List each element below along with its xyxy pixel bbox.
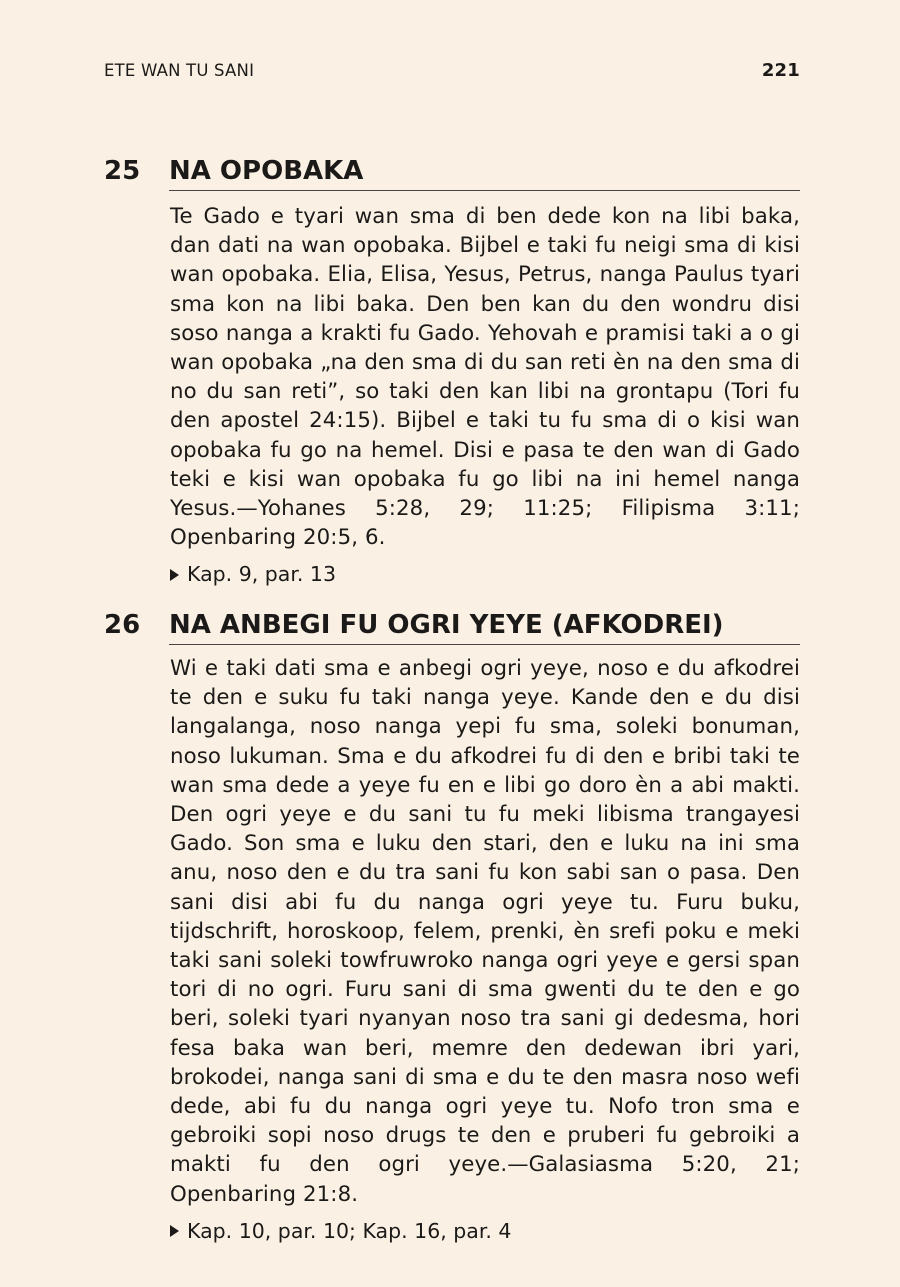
running-header xyxy=(104,60,800,81)
entry-body: Wi e taki dati sma e anbegi ogri yeye, noso e du afkodrei te den e suku fu taki nanga yeye. Kande den e du disi langalanga, noso nanga yepi fu sma, soleki bonuman, noso lukuman. Sma e du afkodrei fu di den e bribi taki te wan sma dede a yeye fu en e libi go doro èn a abi makti. Den ogri yeye e du sani tu fu meki libisma trangayesi Gado. Son sma e luku den stari, den e luku na ini sma anu, noso den e du tra sani fu kon sabi san o pasa. Den sani disi abi fu du nanga ogri yeye tu. Furu buku, tijdschrift, horoskoop, felem, prenki, èn srefi poku e meki taki sani soleki towfruwroko nanga ogri yeye e gersi span tori di no ogri. Furu sani di sma gwenti du te den e go beri, soleki tyari nyanyan noso tra sani gi dedesma, hori fesa baka wan beri, memre den dedewan ibri yari, brokodei, nanga sani di sma e du te den masra noso wefi dede, abi fu du nanga ogri yeye tu. Nofo tron sma e gebroiki sopi noso drugs te den e pruberi fu gebroiki a makti fu den ogri yeye.—Galasiasma 5:20, 21; Openbaring 21:8. xyxy=(170,656,800,1207)
triangle-bullet-icon xyxy=(170,1225,179,1237)
triangle-bullet-icon xyxy=(170,569,179,581)
entry-26 xyxy=(104,608,800,1246)
reference-text: Kap. 9, par. 13 xyxy=(187,562,337,587)
running-title: ETE WAN TU SANI xyxy=(104,61,255,80)
entry-body: Te Gado e tyari wan sma di ben dede kon na libi baka, dan dati na wan opobaka. Bijbel e taki fu neigi sma di kisi wan opobaka. Elia, Elisa, Yesus, Petrus, nanga Paulus tyari sma kon na libi baka. Den ben kan du den wondru disi soso nanga a krakti fu Gado. Yehovah e pramisi taki a o gi wan opobaka „na den sma di du san reti èn na den sma di no du san reti”, so taki den kan libi na grontapu (Tori fu den apostel 24:15). Bijbel e taki tu fu sma di o kisi wan opobaka fu go na hemel. Disi e pasa te den wan di Gado teki e kisi wan opobaka fu go libi na ini hemel nanga Yesus.—Yohanes 5:28, 29; 11:25; Filipisma 3:11; Openbaring 20:5, 6. xyxy=(170,204,800,551)
entry-25 xyxy=(104,154,800,589)
entry-reference[interactable] xyxy=(170,560,800,589)
entry-number: 25 xyxy=(104,156,141,186)
entry-title: NA OPOBAKA xyxy=(169,154,800,191)
entry-heading xyxy=(104,154,800,188)
entry-reference[interactable] xyxy=(170,1217,800,1246)
entry-title: NA ANBEGI FU OGRI YEYE (AFKODREI) xyxy=(169,608,800,645)
entry-heading xyxy=(104,608,800,642)
page-number: 221 xyxy=(761,60,800,81)
entry-number: 26 xyxy=(104,610,141,640)
reference-text: Kap. 10, par. 10; Kap. 16, par. 4 xyxy=(187,1218,512,1243)
